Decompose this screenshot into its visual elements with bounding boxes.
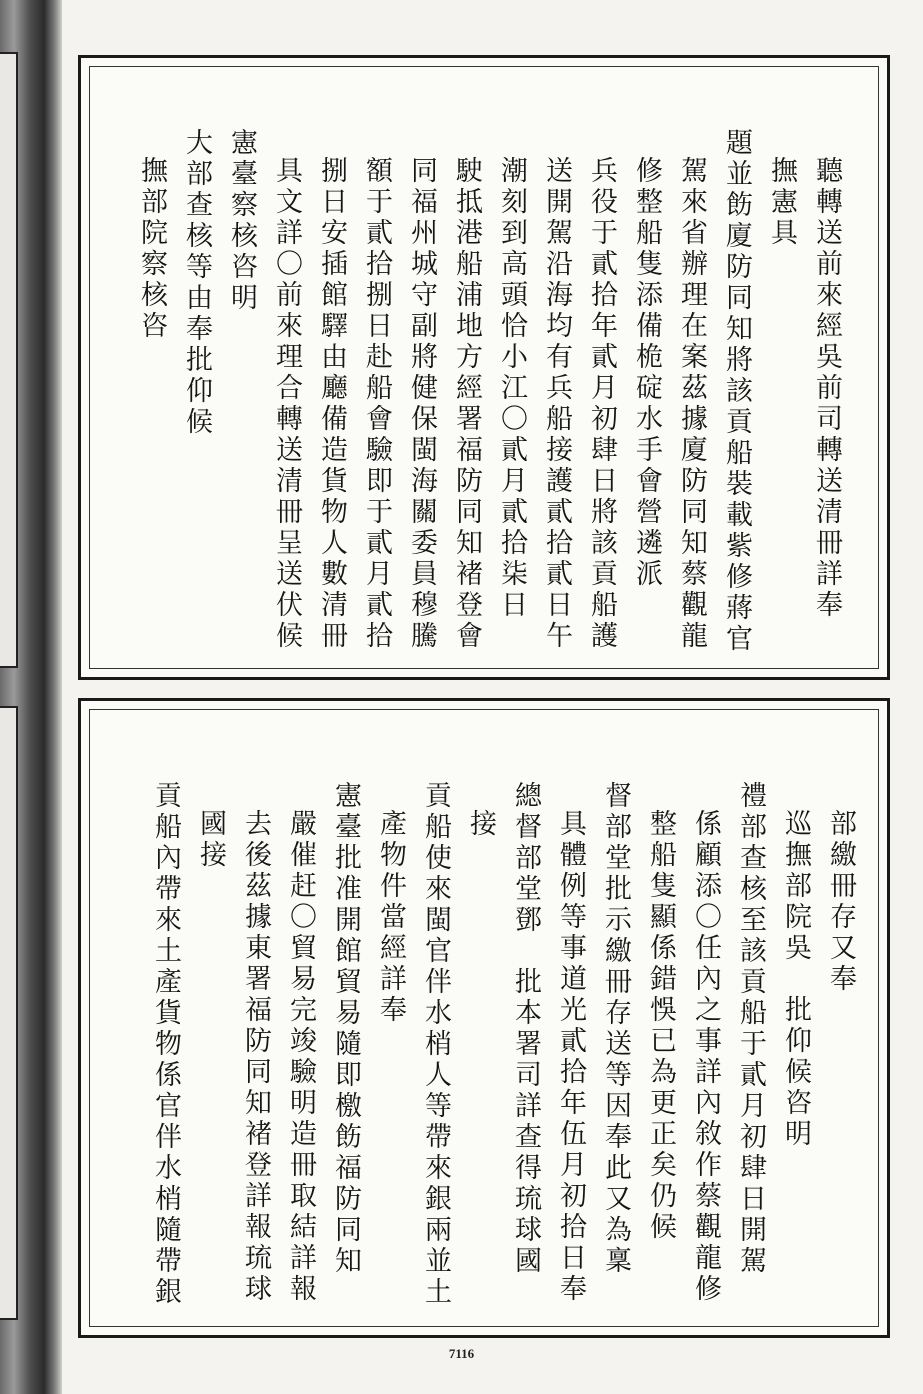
bottom-text-panel <box>78 698 890 1338</box>
bottom-panel-columns <box>81 701 887 1335</box>
text-column: 督部堂批示繳冊存送等因奉此又為稟 <box>600 781 631 1277</box>
text-column: 貢船使來閩官伴水梢人等帶來銀兩並土 <box>420 781 451 1308</box>
text-column: 大部查核等由奉批仰候 <box>181 128 212 438</box>
adjacent-page-panel-bottom <box>0 706 18 1320</box>
adjacent-page-panel-top <box>0 52 18 668</box>
text-column: 整船隻顯係錯悞已為更正矣仍候 <box>645 809 676 1243</box>
text-column: 接 <box>465 809 496 840</box>
book-gutter <box>0 0 62 1394</box>
text-column: 巡撫部院吳 批仰候咨明 <box>780 809 811 1150</box>
text-column: 駛抵港船浦地方經署福防同知褚登會 <box>451 156 482 652</box>
text-column: 憲臺批准開館貿易隨即檄飭福防同知 <box>330 781 361 1277</box>
text-column: 係顧添〇任內之事詳內敘作蔡觀龍修 <box>690 809 721 1305</box>
text-column: 撫部院察核咨 <box>136 156 167 342</box>
top-text-panel <box>78 55 890 680</box>
text-column: 具體例等事道光貳拾年伍月初拾日奉 <box>555 809 586 1305</box>
text-column: 送開駕沿海均有兵船接護貳拾貳日午 <box>541 156 572 652</box>
top-panel-columns <box>81 58 887 677</box>
text-column: 禮部查核至該貢船于貳月初肆日開駕 <box>735 781 766 1277</box>
text-column: 修整船隻添備桅碇水手會營遴派 <box>631 156 662 590</box>
text-column: 兵役于貳拾年貳月初肆日將該貢船護 <box>586 156 617 652</box>
text-column: 總督部堂鄧 批本署司詳查得琉球國 <box>510 781 541 1277</box>
page-number: 7116 <box>448 1346 475 1361</box>
text-column: 具文詳〇前來理合轉送清冊呈送伏候 <box>271 156 302 652</box>
text-column: 部繳冊存又奉 <box>825 809 856 995</box>
text-column: 捌日安插館驛由廳備造貨物人數清冊 <box>316 156 347 652</box>
text-column: 憲臺察核咨明 <box>226 128 257 314</box>
text-column: 聽轉送前來經吳前司轉送清冊詳奉 <box>811 156 842 621</box>
text-column: 同福州城守副將健保閩海關委員穆騰 <box>406 156 437 652</box>
text-column: 產物件當經詳奉 <box>375 809 406 1026</box>
text-column: 撫憲具 <box>766 156 797 249</box>
text-column: 駕來省辦理在案茲據廈防同知蔡觀龍 <box>676 156 707 652</box>
text-column: 題並飭廈防同知將該貢船裝載紫修蔣官 <box>721 128 752 655</box>
text-column: 貢船內帶來土產貨物係官伴水梢隨帶銀 <box>150 781 181 1308</box>
text-column: 潮刻到高頭恰小江〇貳月貳拾柒日 <box>496 156 527 621</box>
text-column: 去後茲據東署福防同知褚登詳報琉球 <box>240 809 271 1305</box>
text-column: 國接 <box>195 809 226 871</box>
text-column: 額于貳拾捌日赴船會驗即于貳月貳拾 <box>361 156 392 652</box>
text-column: 嚴催赶〇貿易完竣驗明造冊取結詳報 <box>285 809 316 1305</box>
